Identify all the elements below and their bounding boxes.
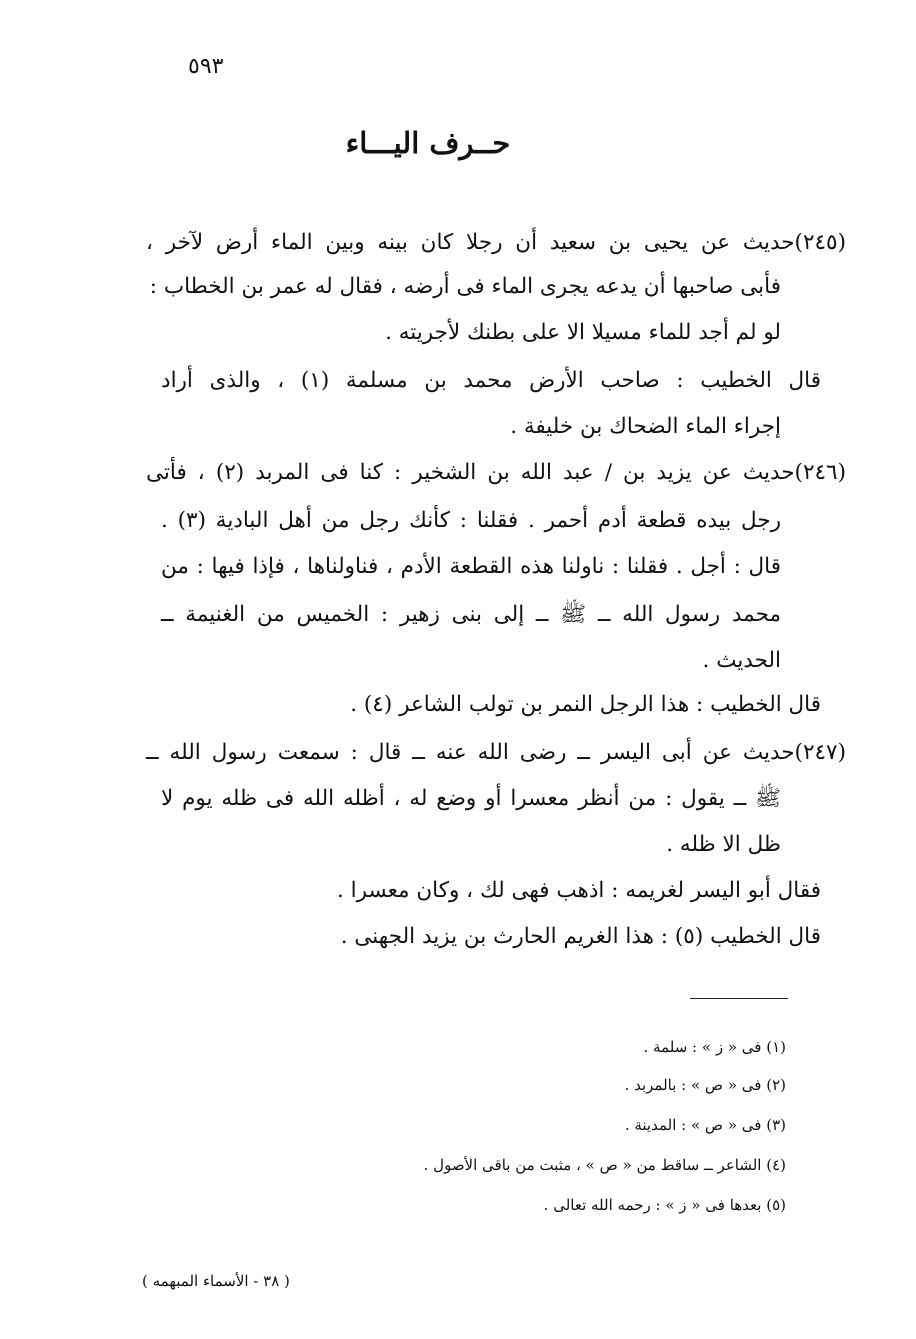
text-line: فقال أبو اليسر لغريمه : اذهب فهى لك ، وكان معسرا . xyxy=(336,878,821,903)
footnote: (٢) فى « ص » : بالمربد . xyxy=(624,1076,786,1094)
text-line: ﷺ ــ يقول : من أنظر معسرا أو وضع له ، أظله الله فى ظله يوم لا xyxy=(161,786,781,811)
text-line: محمد رسول الله ــ ﷺ ــ إلى بنى زهير : الخميس من الغنيمة ــ xyxy=(161,602,781,627)
printer-signature: ( ٣٨ - الأسماء المبهمه ) xyxy=(142,1272,290,1290)
text-line: (٢٤٧)حديث عن أبى اليسر ــ رضى الله عنه ــ قال : سمعت رسول الله ــ xyxy=(146,740,846,765)
footnote: (١) فى « ز » : سلمة . xyxy=(643,1038,786,1056)
text-line: قال الخطيب : صاحب الأرض محمد بن مسلمة (١) ، والذى أراد xyxy=(161,368,821,393)
text-line: الحديث . xyxy=(702,648,781,673)
text-line: (٢٤٥)حديث عن يحيى بن سعيد أن رجلا كان بينه وبين الماء أرض لآخر ، xyxy=(146,230,846,255)
text-line: (٢٤٦)حديث عن يزيد بن / عبد الله بن الشخير : كنا فى المربد (٢) ، فأتى xyxy=(146,460,846,485)
text-line: رجل بيده قطعة أدم أحمر . فقلنا : كأنك رجل من أهل البادية (٣) . xyxy=(161,508,781,533)
page-number: ٥٩٣ xyxy=(188,54,224,79)
text-line: ظل الا ظله . xyxy=(666,832,781,857)
text-line: لو لم أجد للماء مسيلا الا على بطنك لأجريته . xyxy=(385,320,781,345)
footnote: (٤) الشاعر ــ ساقط من « ص » ، مثبت من باقى الأصول . xyxy=(423,1156,786,1174)
text-line: قال الخطيب : هذا الرجل النمر بن تولب الشاعر (٤) . xyxy=(350,692,821,717)
footnote: (٣) فى « ص » : المدينة . xyxy=(624,1116,786,1134)
text-line: قال : أجل . فقلنا : ناولنا هذه القطعة الأدم ، فناولناها ، فإذا فيها : من xyxy=(161,554,781,579)
text-line: إجراء الماء الضحاك بن خليفة . xyxy=(510,414,781,439)
footnote-separator xyxy=(690,998,788,999)
chapter-title: حــرف اليـــاء xyxy=(345,126,511,160)
text-line: قال الخطيب (٥) : هذا الغريم الحارث بن يزيد الجهنى . xyxy=(340,924,821,949)
footnote: (٥) بعدها فى « ز » : رحمه الله تعالى . xyxy=(543,1196,786,1214)
text-line: فأبى صاحبها أن يدعه يجرى الماء فى أرضه ، فقال له عمر بن الخطاب : xyxy=(149,274,781,299)
